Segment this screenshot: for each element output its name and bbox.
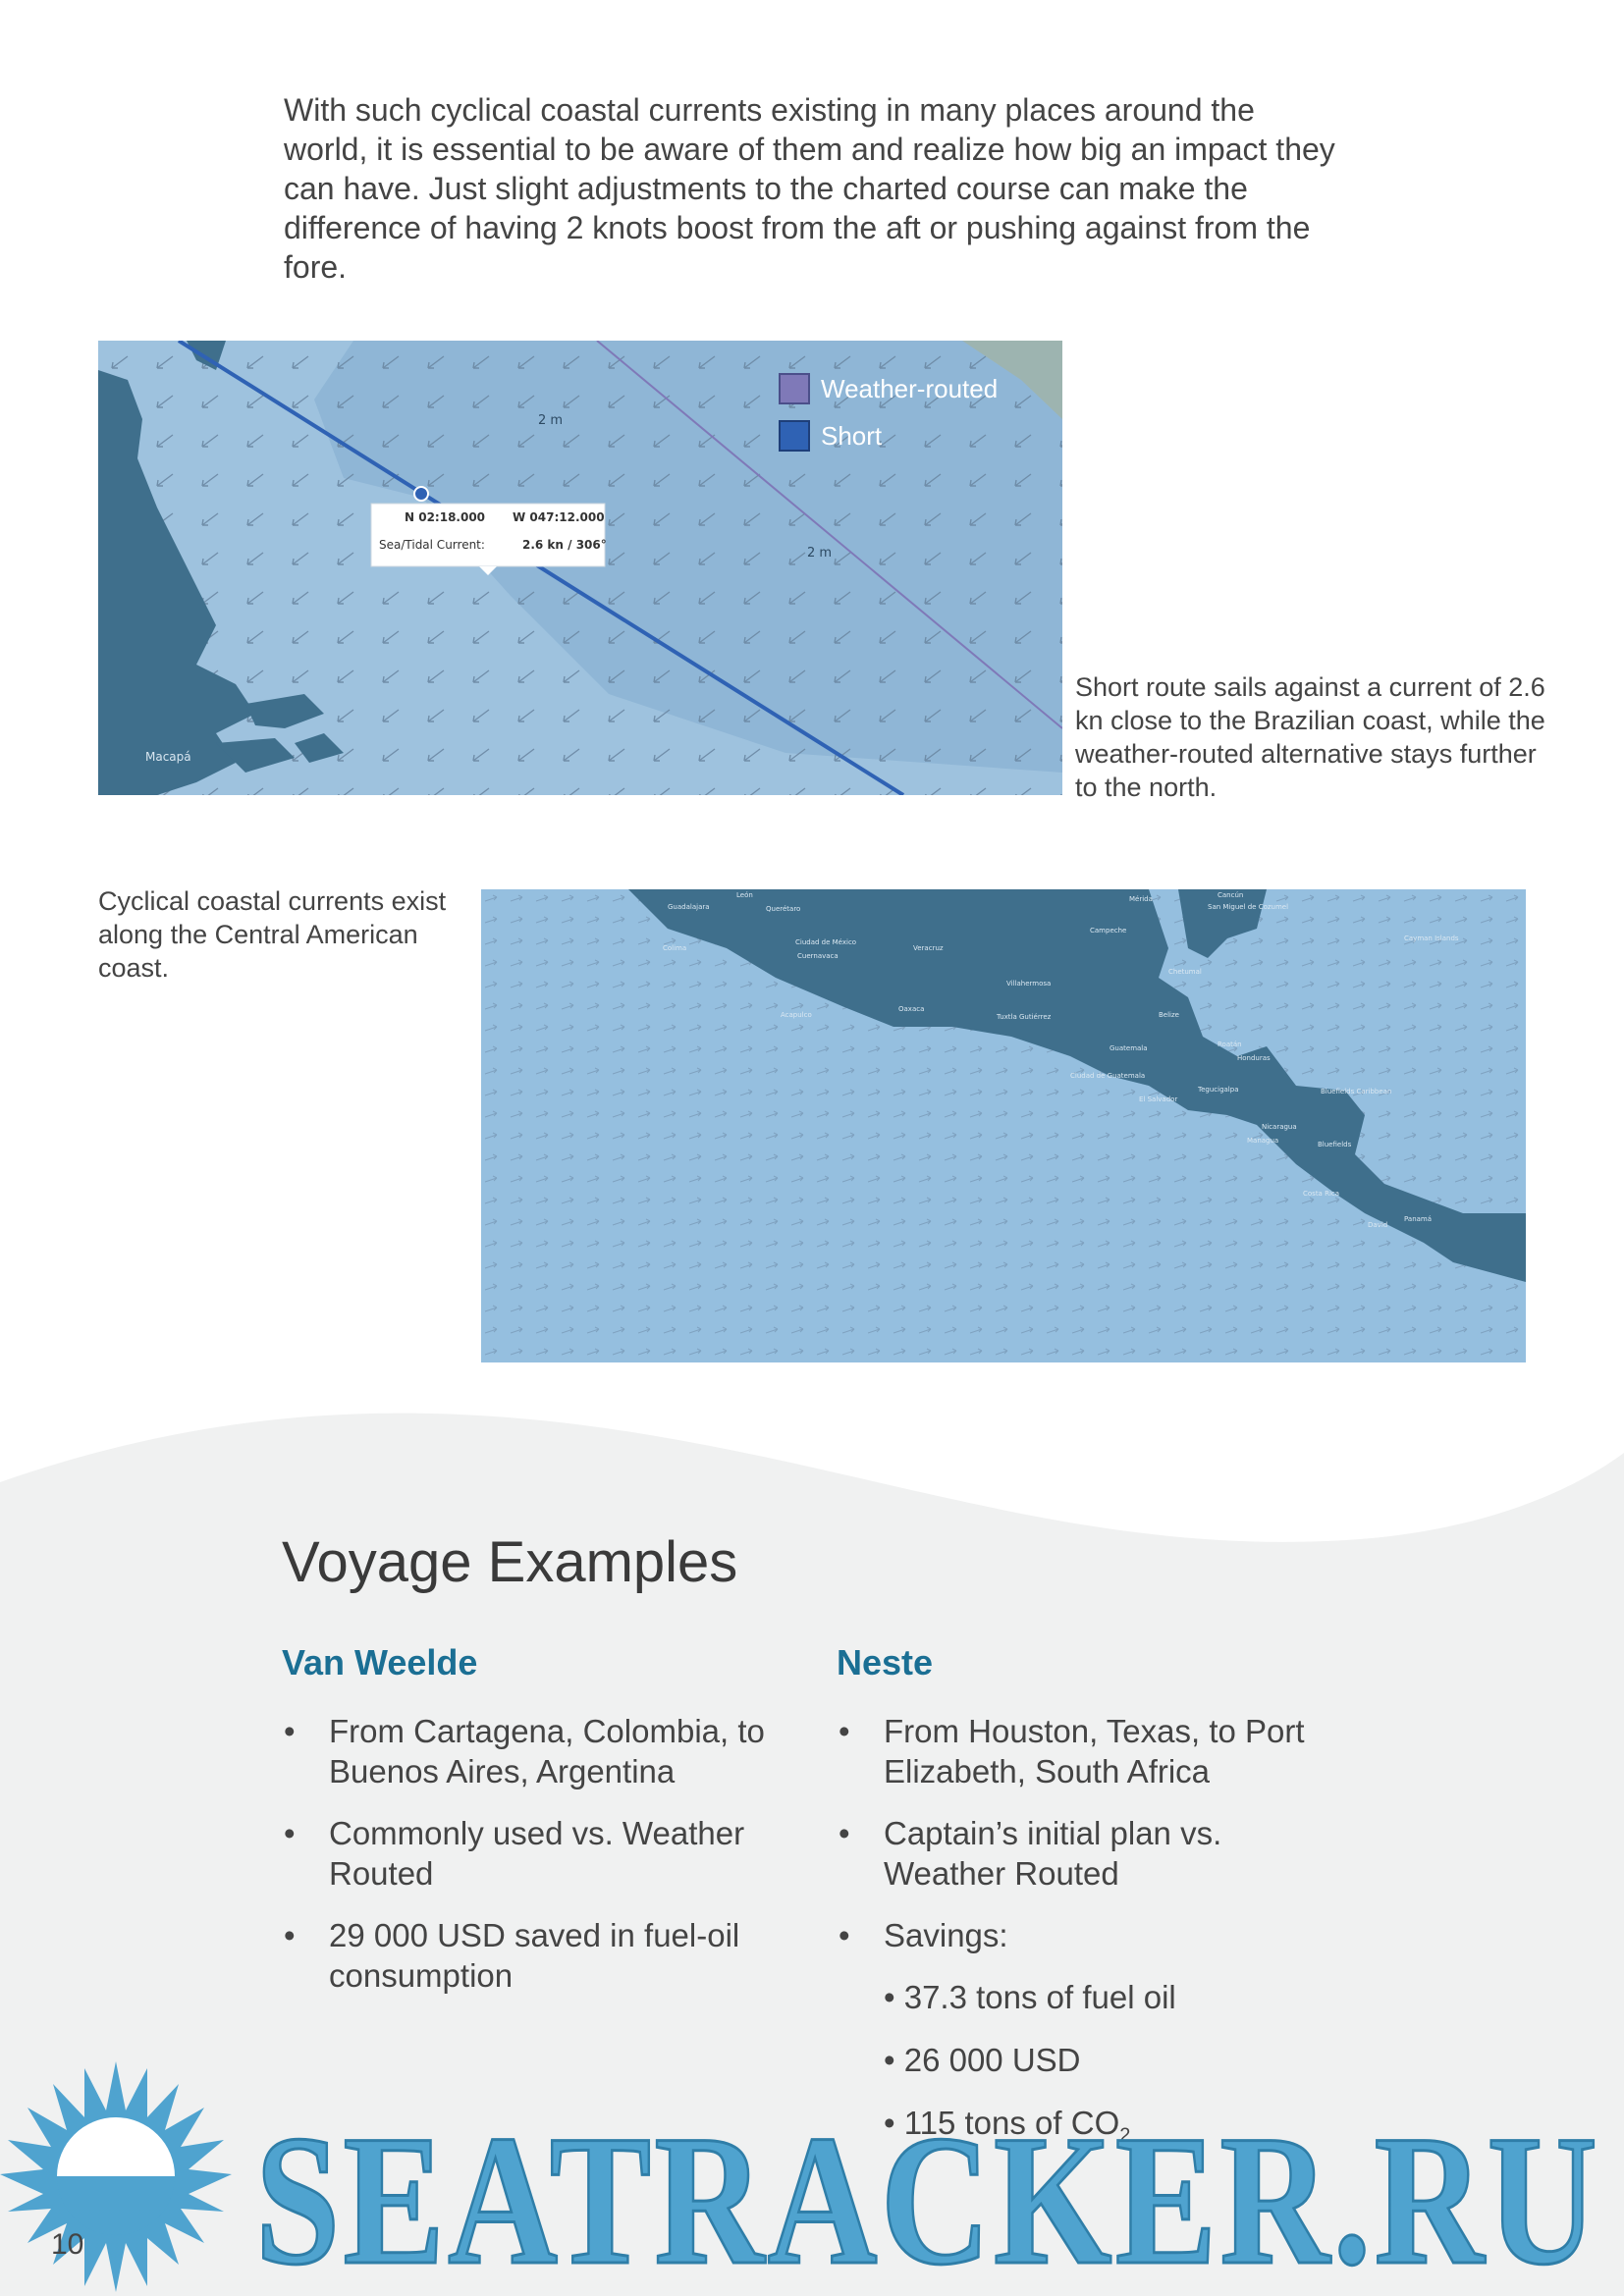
savings-item: • 115 tons of $CO_2$ xyxy=(884,2105,1131,2147)
map-place-label: Acapulco xyxy=(781,1011,812,1019)
tooltip-value: 2.6 kn / 306° xyxy=(522,538,607,552)
route-comparison-map xyxy=(98,341,1062,795)
map2-caption: Cyclical coastal currents exist along the Central American coast. xyxy=(98,886,447,983)
route-point-marker[interactable] xyxy=(414,487,428,501)
map-place-label: Cayman Islands xyxy=(1404,934,1459,942)
sun-logo-icon xyxy=(0,2061,232,2292)
van-weelde-heading: Van Weelde xyxy=(282,1642,478,1682)
map-place-label: Chetumal xyxy=(1168,968,1202,976)
list-item: • Commonly used vs. Weather Routed xyxy=(284,1815,745,1892)
map-place-label: Tegucigalpa xyxy=(1198,1086,1239,1094)
map-place-label: Managua xyxy=(1247,1137,1279,1145)
depth-label: 2 m xyxy=(538,413,564,428)
central-america-map xyxy=(481,889,1526,1362)
map-place-label: Colima xyxy=(663,944,687,952)
list-item: • 29 000 USD saved in fuel-oil consumption xyxy=(284,1917,740,1994)
legend-short-label: Short xyxy=(821,421,883,451)
legend-swatch-short xyxy=(780,421,809,451)
tooltip-lat: N 02:18.000 xyxy=(405,510,486,524)
voyage-examples-title: Voyage Examples xyxy=(282,1530,738,1594)
map-place-label: Bluefields xyxy=(1318,1141,1352,1148)
intro-paragraph: With such cyclical coastal currents existing in many places around the world, it is essential to be aware of them and realize how big an impact they can have. Just slight adjustments to the charted course can make the difference of having 2 knots boost from the aft or pushing against from the fore. xyxy=(284,92,1335,285)
map-place-label: Querétaro xyxy=(766,905,801,913)
list-item: • From Cartagena, Colombia, to Buenos Aires, Argentina xyxy=(284,1713,765,1789)
current-arrows xyxy=(98,341,1062,795)
map-place-label: Mérida xyxy=(1129,895,1153,903)
map-place-label: Villahermosa xyxy=(1006,980,1052,988)
map-place-label: Costa Rica xyxy=(1303,1190,1340,1198)
map-place-label: David xyxy=(1368,1221,1388,1229)
map-place-label: Tuxtla Gutiérrez xyxy=(997,1013,1052,1021)
map1-caption: Short route sails against a current of 2.6 kn close to the Brazilian coast, while the weather-routed alternative stays further to the north. xyxy=(1075,672,1545,802)
savings-item: • 26 000 USD xyxy=(884,2042,1081,2078)
map-place-label: León xyxy=(736,891,753,899)
van-weelde-column xyxy=(282,1642,792,2017)
map-place-label: Guatemala xyxy=(1110,1044,1148,1052)
map-place-label: Cuernavaca xyxy=(797,952,839,960)
tooltip-label: Sea/Tidal Current: xyxy=(379,538,485,552)
map-place-label: Cancún xyxy=(1218,891,1244,899)
map-place-label: San Miguel de Cozumel xyxy=(1208,903,1289,911)
legend-swatch-weather xyxy=(780,374,809,403)
list-item: • Savings: xyxy=(839,1917,1008,1953)
page-number: 10 xyxy=(51,2228,84,2261)
current-tooltip xyxy=(371,504,607,575)
map-place-label: Bluefields Caribbean xyxy=(1321,1088,1392,1095)
map-place-label: Oaxaca xyxy=(898,1005,925,1013)
list-item: • From Houston, Texas, to Port Elizabeth, South Africa xyxy=(839,1713,1305,1789)
map-place-label: Ciudad de México xyxy=(795,938,857,946)
savings-item: • 37.3 tons of fuel oil xyxy=(884,1979,1176,2015)
seatracker-watermark xyxy=(0,2047,1624,2296)
place-label: Macapá xyxy=(145,750,191,764)
depth-label: 2 m xyxy=(807,546,833,561)
map-place-label: Ciudad de Guatemala xyxy=(1070,1072,1146,1080)
map-place-label: Campeche xyxy=(1090,927,1127,934)
watermark-text: SEATRACKER.RU xyxy=(255,2098,1600,2296)
list-item: • Captain’s initial plan vs. Weather Routed xyxy=(839,1815,1222,1892)
map-place-label: Roatán xyxy=(1218,1041,1242,1048)
map-place-label: Guadalajara xyxy=(668,903,710,911)
tooltip-lon: W 047:12.000 xyxy=(513,510,605,524)
map-place-label: Panamá xyxy=(1404,1215,1433,1223)
legend-weather-label: Weather-routed xyxy=(821,374,999,403)
map-place-label: Veracruz xyxy=(913,944,944,952)
map-place-label: Honduras xyxy=(1237,1054,1271,1062)
map-place-label: El Salvador xyxy=(1139,1095,1178,1103)
map-place-label: Nicaragua xyxy=(1262,1123,1297,1131)
map-place-label: Belize xyxy=(1159,1011,1179,1019)
neste-heading: Neste xyxy=(837,1642,934,1682)
